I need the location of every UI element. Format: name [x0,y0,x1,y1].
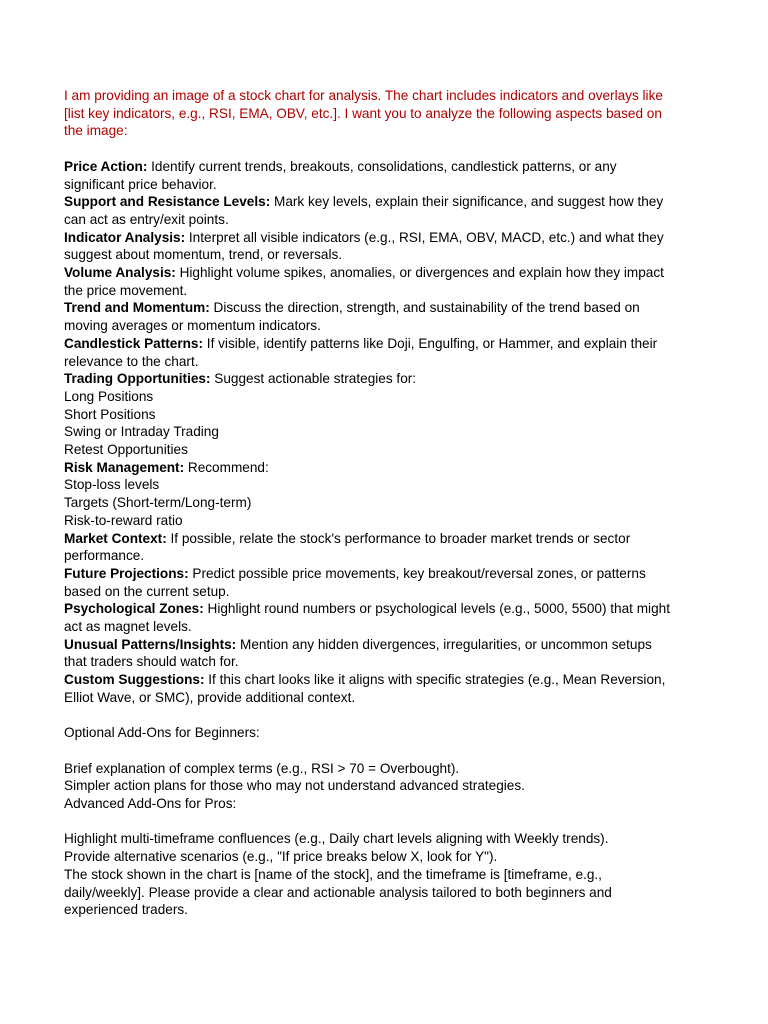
section-volume-analysis [64,264,678,299]
section-label: Market Context: [64,530,167,546]
list-item: Provide alternative scenarios (e.g., "If price breaks below X, look for Y"). [64,849,498,865]
list-item: Simpler action plans for those who may not understand advanced strategies. [64,778,525,794]
list-item: Advanced Add-Ons for Pros: [64,796,237,812]
section-text: Identify current trends, breakouts, consolidations, candlestick patterns, or any significant price behavior. [64,158,617,192]
section-text: Mark key levels, explain their significance, and suggest how they can act as entry/exit points. [64,194,664,227]
closing-paragraph: The stock shown in the chart is [name of the stock], and the timeframe is [timeframe, e.g., daily/weekly]. Please provide a clear and actionable analysis tailored to both beginners and experienced traders. [64,866,612,918]
list-item: Brief explanation of complex terms (e.g., RSI > 70 = Overbought). [64,760,460,776]
section-text: If visible, identify patterns like Doji, Engulfing, or Hammer, and explain their relevance to the chart. [64,335,658,369]
list-item: Targets (Short-term/Long-term) [64,495,252,511]
section-trading-opportunities [64,370,678,388]
spacer [64,707,678,725]
section-label: Future Projections: [64,565,189,581]
section-label: Support and Resistance Levels: [64,194,271,210]
section-label: Trend and Momentum: [64,300,210,316]
list-item: Swing or Intraday Trading [64,424,219,440]
section-label: Volume Analysis: [64,265,176,281]
section-label: Risk Management: [64,459,185,475]
section-trend-momentum [64,299,678,334]
section-future-projections [64,565,678,600]
section-unusual-patterns [64,636,678,671]
section-risk-management [64,459,678,477]
optional-heading: Optional Add-Ons for Beginners: [64,725,260,741]
list-item: Stop-loss levels [64,477,160,493]
list-item: Risk-to-reward ratio [64,512,183,528]
section-support-resistance [64,193,678,228]
section-text: If this chart looks like it aligns with specific strategies (e.g., Mean Reversion, Elliot Wave, or SMC), provide additional context. [64,672,666,705]
section-custom-suggestions [64,671,678,706]
section-label: Candlestick Patterns: [64,335,204,351]
list-item: Retest Opportunities [64,442,188,458]
spacer [64,813,678,831]
section-text: Discuss the direction, strength, and sustainability of the trend based on moving averages or momentum indicators. [64,300,640,334]
section-label: Indicator Analysis: [64,229,186,245]
section-text: Predict possible price movements, key breakout/reversal zones, or patterns based on the current setup. [64,565,646,599]
section-label: Trading Opportunities: [64,371,211,387]
spacer [64,742,678,760]
section-price-action [64,158,678,193]
section-text: Recommend: [184,459,269,475]
section-text: Highlight round numbers or psychological levels (e.g., 5000, 5500) that might act as magnet levels. [64,601,670,635]
section-text: Highlight volume spikes, anomalies, or divergences and explain how they impact the price movement. [64,265,664,298]
section-text: Mention any hidden divergences, irregularities, or uncommon setups that traders should watch for. [64,636,652,670]
section-indicator-analysis [64,229,678,264]
section-label: Psychological Zones: [64,601,204,617]
section-candlestick-patterns [64,335,678,370]
list-item: Long Positions [64,388,154,404]
section-market-context [64,530,678,565]
section-text: Interpret all visible indicators (e.g., RSI, EMA, OBV, MACD, etc.) and what they suggest about momentum, trend, or reversals. [64,229,664,263]
section-psychological-zones [64,600,678,635]
spacer [64,140,678,158]
list-item: Short Positions [64,406,156,422]
list-item: Highlight multi-timeframe confluences (e.g., Daily chart levels aligning with Weekly trends). [64,831,609,847]
section-text: Suggest actionable strategies for: [210,371,417,387]
intro-paragraph: I am providing an image of a stock chart for analysis. The chart includes indicators and overlays like [list key indicators, e.g., RSI, EMA, OBV, etc.]. I want you to analyze the following aspects based on the image: [64,88,663,139]
section-label: Unusual Patterns/Insights: [64,636,237,652]
section-text: If possible, relate the stock's performance to broader market trends or sector performance. [64,530,631,564]
section-label: Price Action: [64,158,148,174]
section-label: Custom Suggestions: [64,672,205,688]
